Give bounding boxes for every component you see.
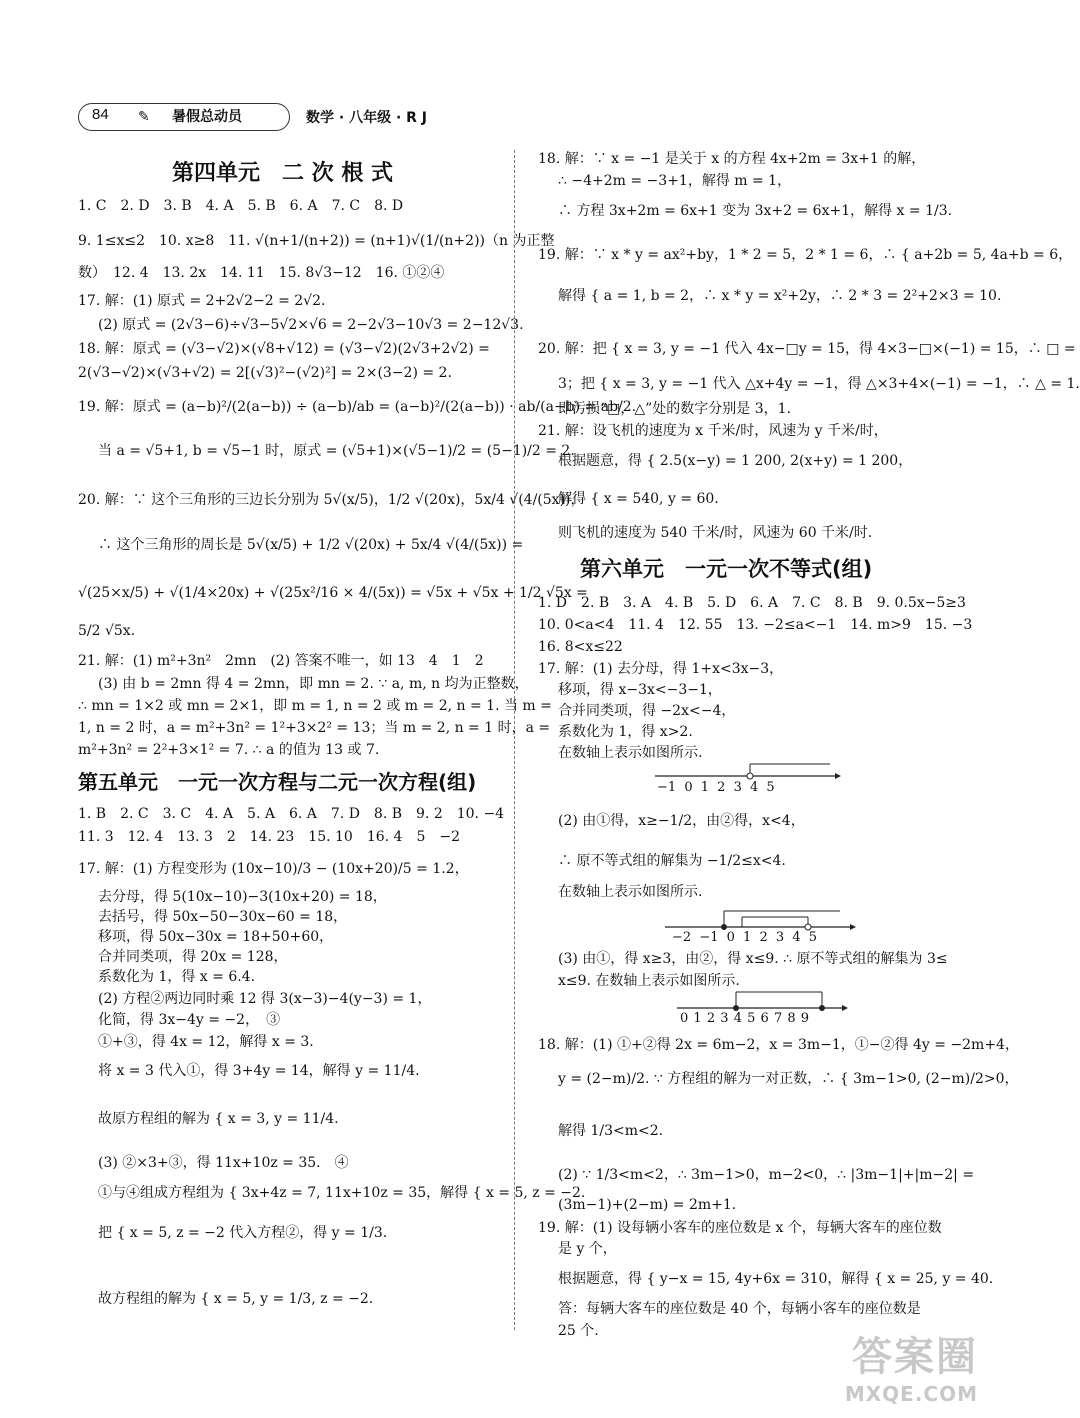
text-line: (2) 原式 = (2√3−6)÷√3−5√2×√6 = 2−2√3−10√3 = 2−12√3. (98, 317, 524, 333)
text-line: 解得 { a = 1, b = 2，∴ x * y = x²+2y，∴ 2 * 3 = 2²+2×3 = 10. (558, 288, 1002, 304)
text-line: 去括号，得 50x−50−30x−60 = 18， (98, 909, 348, 925)
subject-label: 数学 · 八年级 · R J (306, 110, 427, 126)
text-line: 即污损“□，△”处的数字分别是 3，1. (558, 401, 792, 417)
text-line: (3) ②×3+③，得 11x+10z = 35. ④ (98, 1155, 349, 1171)
text-line: 17. 解：(1) 去分母，得 1+x<3x−3， (538, 661, 784, 677)
text-line: 化简，得 3x−4y = −2， ③ (98, 1012, 281, 1028)
text-line: ∴ 原不等式组的解集为 −1/2≤x<4. (558, 853, 786, 869)
text-line: 移项，得 x−3x<−3−1， (558, 682, 722, 698)
text-line: 1. D 2. B 3. A 4. B 5. D 6. A 7. C 8. B 9. 0.5x−5≥3 (538, 595, 966, 611)
page-number: 84 (92, 106, 109, 123)
text-line: ①与④组成方程组为 { 3x+4z = 7, 11x+10z = 35，解得 { x = 5, z = −2. (98, 1185, 586, 1201)
text-line: 根据题意，得 { 2.5(x−y) = 1 200, 2(x+y) = 1 200， (558, 453, 913, 469)
text-line: 2(√3−√2)×(√3+√2) = 2[(√3)²−(√2)²] = 2×(3−2) = 2. (78, 365, 452, 381)
text-line: ①+③，得 4x = 12，解得 x = 3. (98, 1034, 314, 1050)
text-line: 21. 解：(1) m²+3n² 2mn (2) 答案不唯一，如 13 4 1 2 (78, 653, 484, 669)
text-line: 故原方程组的解为 { x = 3, y = 11/4. (98, 1111, 339, 1127)
book-icon: ✎ (138, 109, 150, 125)
text-line: 解得 1/3<m<2. (558, 1123, 664, 1139)
text-line: 去分母，得 5(10x−10)−3(10x+20) = 18， (98, 889, 387, 905)
text-line: 在数轴上表示如图所示. (558, 884, 703, 900)
text-line: 解得 { x = 540, y = 60. (558, 491, 719, 507)
text-line: ∴ mn = 1×2 或 mn = 2×1，即 m = 1, n = 2 或 m = 2, n = 1. 当 m = (78, 698, 552, 714)
text-line: 17. 解：(1) 原式 = 2+2√2−2 = 2√2. (78, 293, 326, 309)
text-line: y = (2−m)/2. ∵ 方程组的解为一对正数，∴ { 3m−1>0, (2−m)/2>0， (558, 1071, 1019, 1087)
text-line: (3) 由 b = 2mn 得 4 = 2mn，即 mn = 2. ∵ a, m, n 均为正整数， (98, 676, 529, 692)
number-line-3-labels: 0 1 2 3 4 5 6 7 8 9 (680, 1011, 810, 1026)
text-line: ∴ 这个三角形的周长是 5√(x/5) + 1/2 √(20x) + 5x/4 √(4/(5x)) = (98, 537, 524, 553)
text-line: 9. 1≤x≤2 10. x≥8 11. √(n+1/(n+2)) = (n+1)√(1/(n+2))（n 为正整 (78, 233, 555, 249)
text-line: 把 { x = 5, z = −2 代入方程②，得 y = 1/3. (98, 1225, 388, 1241)
text-line: 合并同类项，得 20x = 128， (98, 949, 288, 965)
text-line: 20. 解：把 { x = 3, y = −1 代入 4x−□y = 15，得 4×3−□×(−1) = 15，∴ □ = (538, 341, 1076, 357)
text-line: 当 a = √5+1, b = √5−1 时，原式 = (√5+1)×(√5−1)/2 = (5−1)/2 = 2. (98, 443, 575, 459)
text-line: 18. 解：∵ x = −1 是关于 x 的方程 4x+2m = 3x+1 的解， (538, 151, 926, 167)
text-line: (2) 由①得，x≥−1/2，由②得，x<4， (558, 813, 805, 829)
text-line: 19. 解：原式 = (a−b)²/(2(a−b)) ÷ (a−b)/ab = (a−b)²/(2(a−b)) · ab/(a−b) = ab/2. (78, 399, 637, 415)
text-line: 合并同类项，得 −2x<−4， (558, 703, 736, 719)
text-line: 故方程组的解为 { x = 5, y = 1/3, z = −2. (98, 1291, 374, 1307)
text-line: 18. 解：(1) ①+②得 2x = 6m−2，x = 3m−1，①−②得 4y = −2m+4， (538, 1037, 1019, 1053)
text-line: √(25×x/5) + √(1/4×20x) + √(25x²/16 × 4/(5x)) = √5x + √5x + 1/2 √5x = (78, 585, 588, 601)
unit4-title: 第四单元 二 次 根 式 (172, 161, 393, 186)
text-line: 18. 解：原式 = (√3−√2)×(√8+√12) = (√3−√2)(2√3+2√2) = (78, 341, 490, 357)
unit5-title: 第五单元 一元一次方程与二元一次方程(组) (78, 770, 477, 794)
text-line: ∴ 方程 3x+2m = 6x+1 变为 3x+2 = 6x+1，解得 x = 1/3. (558, 203, 953, 219)
text-line: 3；把 { x = 3, y = −1 代入 △x+4y = −1，得 △×3+4×(−1) = −1，∴ △ = 1. (558, 376, 1080, 392)
text-line: 则飞机的速度为 540 千米/时，风速为 60 千米/时. (558, 525, 873, 541)
text-line: 21. 解：设飞机的速度为 x 千米/时，风速为 y 千米/时， (538, 423, 888, 439)
watermark-text: 答案圈 (852, 1334, 978, 1380)
text-line: 1. C 2. D 3. B 4. A 5. B 6. A 7. C 8. D (78, 198, 404, 214)
watermark (845, 1325, 978, 1406)
text-line: 10. 0<a<4 11. 4 12. 55 13. −2≤a<−1 14. m>9 15. −3 (538, 617, 973, 633)
text-line: 19. 解：(1) 设每辆小客车的座位数是 x 个，每辆大客车的座位数 (538, 1220, 942, 1236)
text-line: 17. 解：(1) 方程变形为 (10x−10)/3 − (10x+20)/5 = 1.2， (78, 861, 469, 877)
text-line: 在数轴上表示如图所示. (558, 745, 703, 761)
text-line: ∴ −4+2m = −3+1，解得 m = 1， (558, 173, 792, 189)
text-line: 数） 12. 4 13. 2x 14. 11 15. 8√3−12 16. ①②④ (78, 265, 445, 281)
text-line: 25 个. (558, 1323, 599, 1339)
number-line-2-labels: −2 −1 0 1 2 3 4 5 (672, 930, 818, 945)
text-line: 是 y 个， (558, 1241, 617, 1257)
text-line: 根据题意，得 { y−x = 15, 4y+6x = 310，解得 { x = 25, y = 40. (558, 1271, 994, 1287)
text-line: 系数化为 1，得 x = 6.4. (98, 969, 256, 985)
text-line: 系数化为 1，得 x>2. (558, 724, 693, 740)
text-line: 1, n = 2 时，a = m²+3n² = 1²+3×2² = 13；当 m = 2, n = 1 时，a = (78, 720, 551, 736)
text-line: 移项，得 50x−30x = 18+50+60， (98, 929, 334, 945)
text-line: 16. 8<x≤22 (538, 639, 623, 655)
text-line: 11. 3 12. 4 13. 3 2 14. 23 15. 10 16. 4 5 −2 (78, 829, 460, 845)
brand-title: 暑假总动员 (172, 109, 242, 125)
text-line: m²+3n² = 2²+3×1² = 7. ∴ a 的值为 13 或 7. (78, 742, 380, 758)
text-line: 19. 解：∵ x * y = ax²+by，1 * 2 = 5，2 * 1 = 6，∴ { a+2b = 5, 4a+b = 6， (538, 247, 1073, 263)
text-line: 将 x = 3 代入①，得 3+4y = 14，解得 y = 11/4. (98, 1063, 420, 1079)
text-line: 1. B 2. C 3. C 4. A 5. A 6. A 7. D 8. B 9. 2 10. −4 (78, 806, 505, 822)
text-line: (3) 由①，得 x≥3，由②，得 x≤9. ∴ 原不等式组的解集为 3≤ (558, 951, 948, 967)
text-line: 答：每辆大客车的座位数是 40 个，每辆小客车的座位数是 (558, 1301, 921, 1317)
text-line: (2) 方程②两边同时乘 12 得 3(x−3)−4(y−3) = 1， (98, 991, 432, 1007)
text-line: (3m−1)+(2−m) = 2m+1. (558, 1197, 737, 1213)
watermark-url: MXQE.COM (844, 1382, 978, 1406)
unit6-title: 第六单元 一元一次不等式(组) (580, 557, 873, 581)
number-line-1-labels: −1 0 1 2 3 4 5 (657, 780, 775, 795)
text-line: 5/2 √5x. (78, 623, 136, 639)
text-line: (2) ∵ 1/3<m<2，∴ 3m−1>0，m−2<0，∴ |3m−1|+|m−2| = (558, 1167, 975, 1183)
text-line: 20. 解：∵ 这个三角形的三边长分别为 5√(x/5)，1/2 √(20x)，5x/4 √(4/(5x))， (78, 492, 585, 508)
text-line: x≤9. 在数轴上表示如图所示. (558, 973, 740, 989)
